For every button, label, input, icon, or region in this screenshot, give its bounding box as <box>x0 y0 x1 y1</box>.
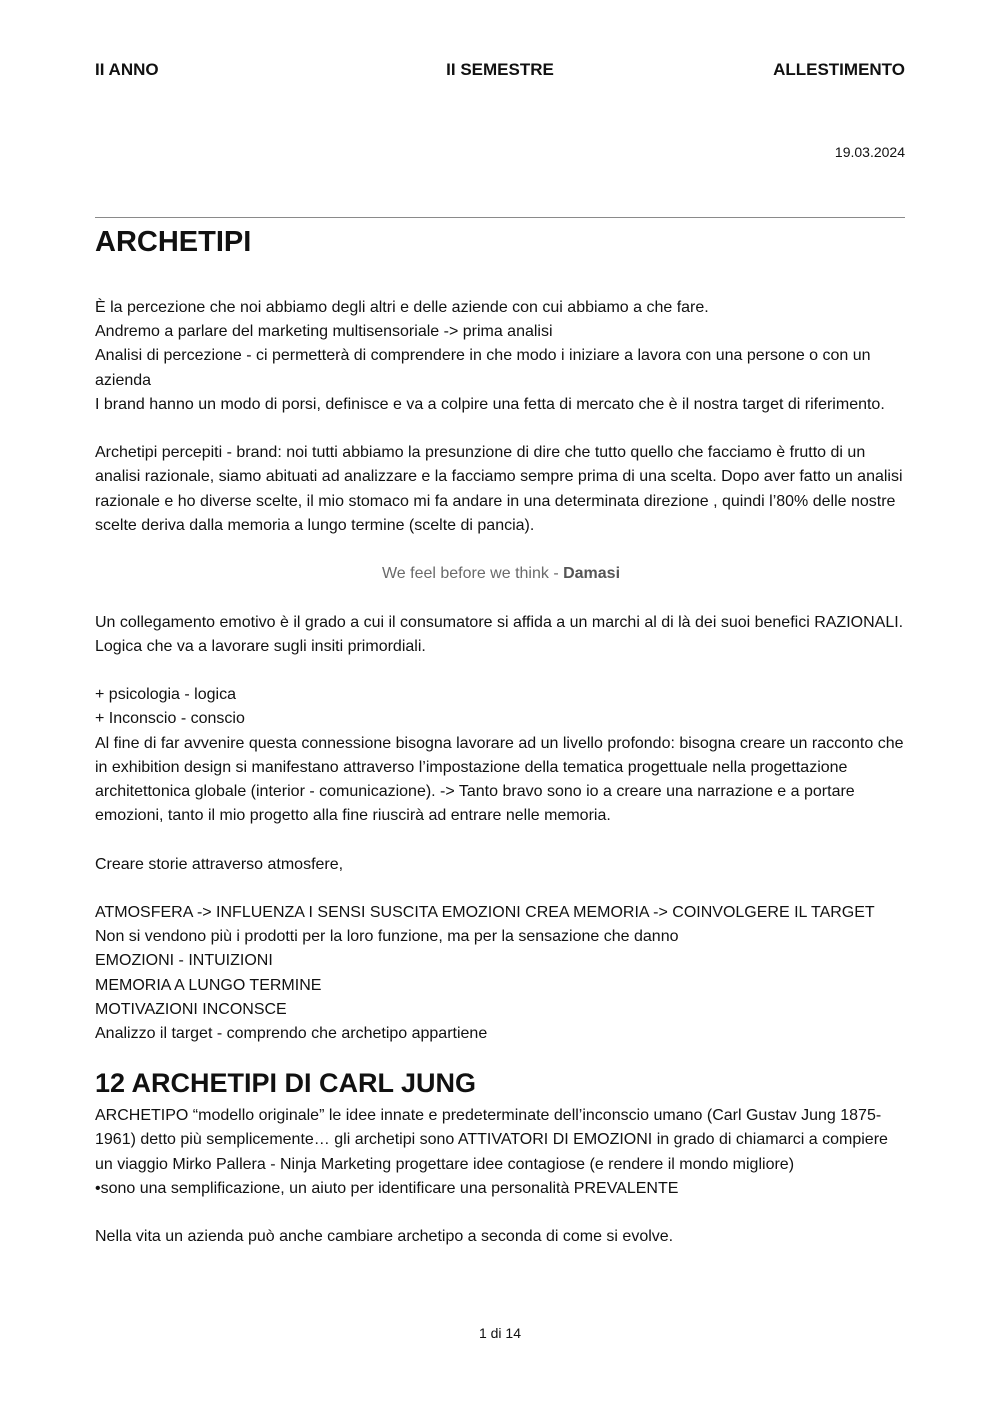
quote-author: Damasi <box>563 565 621 583</box>
page-number: 1 di 14 <box>478 1325 522 1341</box>
list-item: + Inconscio - conscio <box>95 710 245 728</box>
paragraph: Non si vendono più i prodotti per la loro funzione, ma per la sensazione che danno <box>95 928 679 946</box>
paragraph: I brand hanno un modo di porsi, definisce e va a colpire una fetta di mercato che è il nostra target di riferimento. <box>95 395 885 413</box>
section-title-12-archetipi: 12 ARCHETIPI DI CARL JUNG <box>95 1068 477 1099</box>
paragraph: Creare storie attraverso atmosfere, <box>95 855 344 873</box>
paragraph: ATMOSFERA -> INFLUENZA I SENSI SUSCITA EMOZIONI CREA MEMORIA -> COINVOLGERE IL TARGET <box>95 903 875 921</box>
paragraph: Analisi di percezione - ci permetterà di comprendere in che modo i iniziare a lavora con una persone o con un azienda <box>95 347 871 389</box>
quote <box>95 562 907 586</box>
paragraph: •sono una semplificazione, un aiuto per identificare una personalità PREVALENTE <box>95 1179 679 1197</box>
header-year: II ANNO <box>95 60 159 79</box>
paragraph: Logica che va a lavorare sugli insiti primordiali. <box>95 637 426 655</box>
paragraph: Nella vita un azienda può anche cambiare archetipo a seconda di come si evolve. <box>95 1228 674 1246</box>
paragraph: EMOZIONI - INTUIZIONI <box>95 952 273 970</box>
paragraph: Al fine di far avvenire questa connessione bisogna lavorare ad un livello profondo: bisogna creare un racconto che in exhibition design si manifestano attraverso l’impostazione della tematica progettuale nella progettazione architettonica globale (interior - comunicazione). -> Tanto bravo sono io a creare una narrazione e a portare emozioni, tanto il mio progetto alla fine riuscirà ad entrare nelle memoria. <box>95 734 904 825</box>
paragraph: MOTIVAZIONI INCONSCE <box>95 1000 287 1018</box>
paragraph: Un collegamento emotivo è il grado a cui il consumatore si affida a un marchi al di là dei suoi benefici RAZIONALI. <box>95 613 904 631</box>
paragraph: È la percezione che noi abbiamo degli altri e delle aziende con cui abbiamo a che fare. <box>95 299 709 316</box>
header-semester: II SEMESTRE <box>446 60 554 79</box>
document-body <box>95 222 907 1249</box>
header-course: ALLESTIMENTO <box>773 60 905 79</box>
header-divider <box>95 217 905 218</box>
paragraph: Andremo a parlare del marketing multisensoriale -> prima analisi <box>95 323 553 341</box>
paragraph: Analizzo il target - comprendo che archetipo appartiene <box>95 1025 488 1042</box>
page-header <box>95 60 905 82</box>
document-date: 19.03.2024 <box>834 144 905 160</box>
quote-text: We feel before we think - <box>381 565 564 583</box>
list-item: + psicologia - logica <box>95 686 236 704</box>
section-title-archetipi: ARCHETIPI <box>95 226 252 258</box>
paragraph: MEMORIA A LUNGO TERMINE <box>95 976 322 994</box>
paragraph-archetipi-percepiti: Archetipi percepiti - brand: noi tutti abbiamo la presunzione di dire che tutto quello che facciamo è frutto di un analisi razionale, siamo abituati ad analizzare e la facciamo sempre prima di una scelta. Dopo aver fatto un analisi razionale e ho diverse scelte, il mio stomaco mi fa andare in una determinata direzione , quindi l’80% delle nostre scelte deriva dalla memoria a lungo termine (scelte di pancia). <box>95 444 903 534</box>
paragraph: ARCHETIPO “modello originale” le idee innate e predeterminate dell’inconscio umano (Carl Gustav Jung 1875-1961) detto più semplicemente… gli archetipi sono ATTIVATORI DI EMOZIONI in grado di chiamarci a compiere un viaggio Mirko Pallera - Ninja Marketing progettare idee contagiose (e rendere il mondo migliore) <box>95 1107 888 1173</box>
